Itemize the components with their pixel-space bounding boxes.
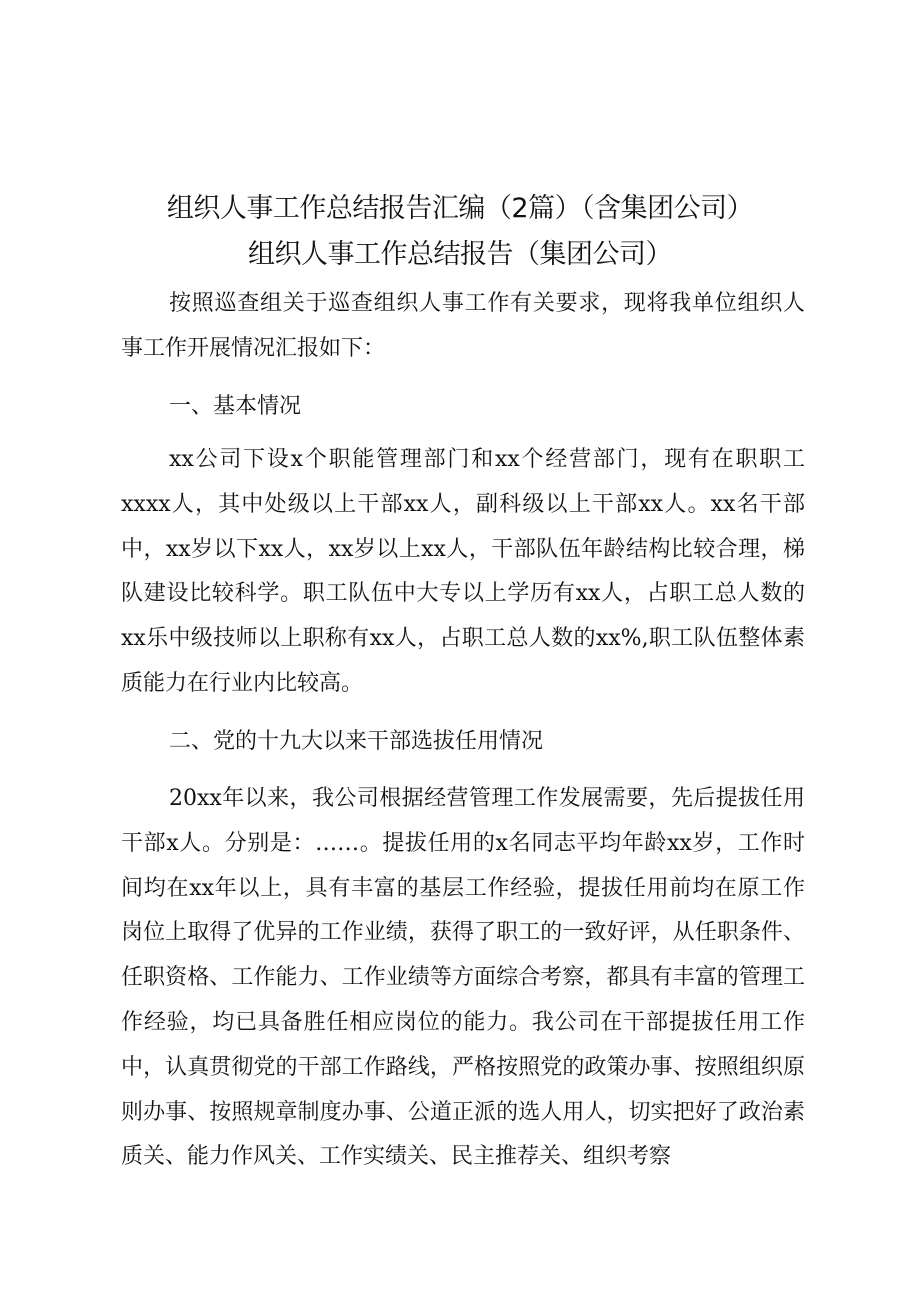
cadre-selection-paragraph: 20xx年以来，我公司根据经营管理工作发展需要，先后提拔任用干部x人。分别是：……。提拔任用的x名同志平均年龄xx岁，工作时间均在xx年以上，具有丰富的基层工作经验，提拔任用前均在原工作岗位上取得了优异的工作业绩，获得了职工的一致好评，从任职条件、任职资格、工作能力、工作业绩等方面综合考察，都具有丰富的管理工作经验，均已具备胜任相应岗位的能力。我公司在干部提拔任用工作中，认真贯彻党的干部工作路线，严格按照党的政策办事、按照组织原则办事、按照规章制度办事、公道正派的选人用人，切实把好了政治素质关、能力作风关、工作实绩关、民主推荐关、组织考察 xyxy=(121,786,805,1170)
section-heading-basic-situation: 一、基本情况 xyxy=(169,394,302,419)
section-heading-cadre-selection: 二、党的十九大以来干部选拔任用情况 xyxy=(169,729,544,754)
document-title: 组织人事工作总结报告汇编（2篇）（含集团公司） xyxy=(166,193,754,224)
document-subtitle: 组织人事工作总结报告（集团公司） xyxy=(248,239,672,270)
basic-situation-paragraph: xx公司下设x个职能管理部门和xx个经营部门，现有在职职工xxxx人，其中处级以上干部xx人，副科级以上干部xx人。xx名干部中，xx岁以下xx人，xx岁以上xx人，干部队伍年龄结构比较合理，梯队建设比较科学。职工队伍中大专以上学历有xx人，占职工总人数的xx乐中级技师以上职称有xx人，占职工总人数的xx%,职工队伍整体素质能力在行业内比较高。 xyxy=(121,447,805,696)
intro-paragraph: 按照巡查组关于巡查组织人事工作有关要求，现将我单位组织人事工作开展情况汇报如下： xyxy=(121,291,805,361)
